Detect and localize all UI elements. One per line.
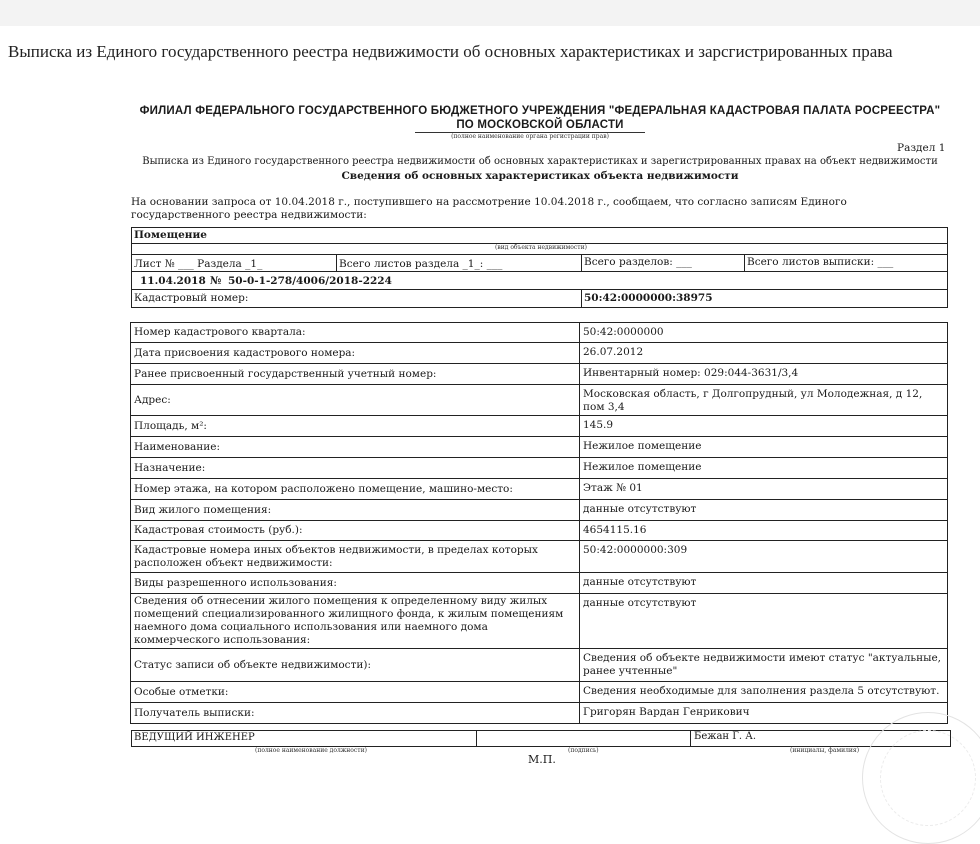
field-label: Статус записи об объекте недвижимости): <box>131 649 580 682</box>
field-label: Кадастровая стоимость (руб.): <box>131 521 580 541</box>
total-sheets-extract: Всего листов выписки: ___ <box>747 256 894 268</box>
extract-heading: Выписка из Единого государственного реестра недвижимости об основных характеристиках и зарегистрированных правах на объект недвижимости <box>142 156 938 167</box>
field-label: Вид жилого помещения: <box>131 500 580 521</box>
field-value: данные отсутствуют <box>580 500 948 521</box>
scan-top-band <box>0 0 980 26</box>
table-row <box>131 385 948 416</box>
organization-header <box>130 104 950 132</box>
table-row <box>131 437 948 458</box>
table-row <box>131 500 948 521</box>
signature-divider-2 <box>690 730 691 747</box>
object-type: Помещение <box>134 229 207 241</box>
sheet-row-top <box>131 254 948 255</box>
field-label: Ранее присвоенный государственный учетный номер: <box>131 364 580 385</box>
field-value: данные отсутствуют <box>580 594 948 649</box>
table-row <box>131 541 948 573</box>
org-line-2: ПО МОСКОВСКОЙ ОБЛАСТИ <box>456 119 624 131</box>
org-caption: (полное наименование органа регистрации прав) <box>451 133 609 140</box>
table-row <box>131 594 948 649</box>
field-label: Назначение: <box>131 458 580 479</box>
cadastral-divider <box>581 289 582 308</box>
field-value: данные отсутствуют <box>580 573 948 594</box>
field-value: 50:42:0000000:309 <box>580 541 948 573</box>
field-value: Этаж № 01 <box>580 479 948 500</box>
table-row <box>131 703 948 724</box>
field-label: Номер кадастрового квартала: <box>131 323 580 343</box>
table-row <box>131 682 948 703</box>
field-label: Особые отметки: <box>131 682 580 703</box>
characteristics-table <box>130 322 948 724</box>
field-label: Виды разрешенного использования: <box>131 573 580 594</box>
extract-subheading: Сведения об основных характеристиках объекта недвижимости <box>341 170 739 182</box>
field-label: Адрес: <box>131 385 580 416</box>
field-value: Нежилое помещение <box>580 437 948 458</box>
name-caption: (инициалы, фамилия) <box>790 747 860 754</box>
table-row <box>131 364 948 385</box>
table-row <box>131 479 948 500</box>
cadastral-value: 50:42:0000000:38975 <box>584 292 713 304</box>
sign-caption: (подпись) <box>568 747 599 754</box>
cadastral-row-top <box>131 289 948 290</box>
table-row <box>131 649 948 682</box>
table-row <box>131 416 948 437</box>
field-value: Сведения об объекте недвижимости имеют статус "актуальные, ранее учтенные" <box>580 649 948 682</box>
object-type-caption: (вид объекта недвижимости) <box>495 244 587 251</box>
table-row <box>131 573 948 594</box>
field-label: Наименование: <box>131 437 580 458</box>
extract-number: 50-0-1-278/4006/2018-2224 <box>228 275 392 287</box>
table-row <box>131 343 948 364</box>
official-seal-inner <box>880 730 976 826</box>
field-label: Дата присвоения кадастрового номера: <box>131 343 580 364</box>
sheet-number: Лист № ___ Раздела _1_ <box>134 258 263 270</box>
signer-position: ВЕДУЩИЙ ИНЖЕНЕР <box>134 732 255 743</box>
page-title: Выписка из Единого государственного реестра недвижимости об основных характеристиках и зарсгистрированных права <box>8 42 893 61</box>
org-line-1: ФИЛИАЛ ФЕДЕРАЛЬНОГО ГОСУДАРСТВЕННОГО БЮДЖЕТНОГО УЧРЕЖДЕНИЯ "ФЕДЕРАЛЬНАЯ КАДАСТРОВАЯ ПАЛАТА РОСРЕЕСТРА" <box>139 105 941 117</box>
extract-date: 11.04.2018 <box>140 275 206 287</box>
sheet-divider-2 <box>581 254 582 271</box>
section-label: Раздел 1 <box>897 142 946 154</box>
cadastral-label: Кадастровый номер: <box>134 292 249 304</box>
field-label: Получатель выписки: <box>131 703 580 724</box>
stamp-place: М.П. <box>528 753 556 766</box>
field-value: 145.9 <box>580 416 948 437</box>
sheet-divider-1 <box>336 254 337 271</box>
table-row <box>131 458 948 479</box>
field-value: 26.07.2012 <box>580 343 948 364</box>
position-caption: (полное наименование должности) <box>255 747 367 754</box>
total-sheets-section: Всего листов раздела _1_: ___ <box>339 258 503 270</box>
sheet-divider-3 <box>744 254 745 271</box>
total-sections: Всего разделов: ___ <box>584 256 692 268</box>
extract-number-label: № <box>210 275 222 287</box>
field-value: Московская область, г Долгопрудный, ул Молодежная, д 12, пом 3,4 <box>580 385 948 416</box>
field-label: Сведения об отнесении жилого помещения к определенному виду жилых помещений специализированного жилищного фонда, к жилым помещениям наемного дома социального использования или наемного дома коммерческого использования: <box>131 594 580 649</box>
signer-name: Бежан Г. А. <box>694 731 757 742</box>
table-row <box>131 521 948 541</box>
signature-divider-1 <box>476 730 477 747</box>
sheet-row-bottom <box>131 271 948 272</box>
field-value: Сведения необходимые для заполнения раздела 5 отсутствуют. <box>580 682 948 703</box>
field-value: Нежилое помещение <box>580 458 948 479</box>
table-row <box>131 323 948 343</box>
field-value: Инвентарный номер: 029:044-3631/3,4 <box>580 364 948 385</box>
field-value: Григорян Вардан Генрикович <box>580 703 948 724</box>
field-label: Номер этажа, на котором расположено помещение, машино-место: <box>131 479 580 500</box>
basis-text: На основании запроса от 10.04.2018 г., поступившего на рассмотрение 10.04.2018 г., сообщаем, что согласно записям Единого государственного реестра недвижимости: <box>131 196 847 221</box>
field-label: Площадь, м²: <box>131 416 580 437</box>
field-value: 50:42:0000000 <box>580 323 948 343</box>
field-value: 4654115.16 <box>580 521 948 541</box>
field-label: Кадастровые номера иных объектов недвижимости, в пределах которых расположен объект недвижимости: <box>131 541 580 573</box>
